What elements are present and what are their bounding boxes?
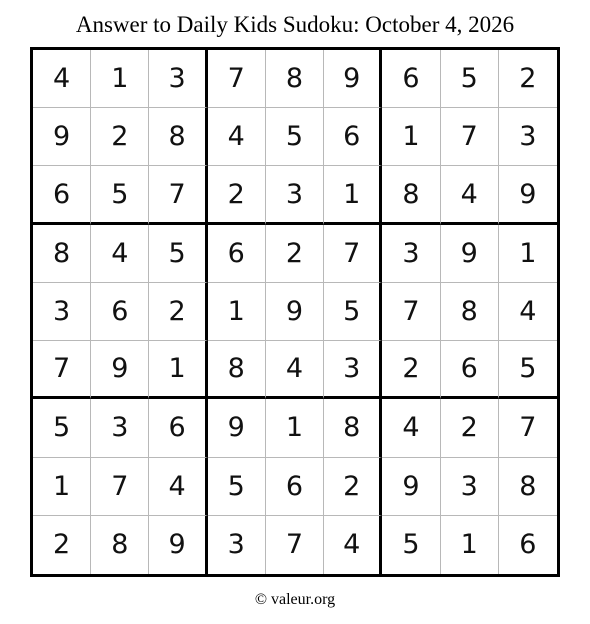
sudoku-cell-r7-c7: 4 <box>382 399 440 457</box>
sudoku-cell-r7-c5: 1 <box>266 399 324 457</box>
sudoku-cell-r5-c6: 5 <box>324 283 382 341</box>
sudoku-cell-r8-c3: 4 <box>149 458 207 516</box>
sudoku-cell-r2-c6: 6 <box>324 108 382 166</box>
sudoku-cell-r9-c1: 2 <box>33 516 91 574</box>
sudoku-cell-r9-c9: 6 <box>519 529 537 561</box>
sudoku-cell-r4-c6: 7 <box>324 225 382 283</box>
sudoku-cell-r2-c7: 1 <box>382 108 440 166</box>
sudoku-cell-r8-c1: 1 <box>33 458 91 516</box>
sudoku-cell-r5-c7: 7 <box>382 283 440 341</box>
sudoku-cell-r4-c1: 8 <box>33 225 91 283</box>
sudoku-cell-r6-c4: 8 <box>208 341 266 399</box>
sudoku-cell-r7-c4: 9 <box>208 399 266 457</box>
sudoku-cell-r4-c2: 4 <box>91 225 149 283</box>
sudoku-cell-r5-c1: 3 <box>33 283 91 341</box>
sudoku-cell-r8-c5: 6 <box>266 458 324 516</box>
sudoku-cell-r5-c4: 1 <box>208 283 266 341</box>
sudoku-cell-r3-c8: 4 <box>441 166 499 224</box>
sudoku-cell-r7-c2: 3 <box>91 399 149 457</box>
sudoku-cell-r1-c4: 7 <box>208 50 266 108</box>
sudoku-cell-r3-c9: 9 <box>499 166 557 224</box>
sudoku-cell-r8-c7: 9 <box>382 458 440 516</box>
sudoku-cell-r2-c2: 2 <box>91 108 149 166</box>
sudoku-cell-r5-c8: 8 <box>441 283 499 341</box>
sudoku-cell-r1-c1: 4 <box>33 50 91 108</box>
sudoku-cell-r4-c8: 9 <box>441 225 499 283</box>
sudoku-cell-r4-c3: 5 <box>149 225 207 283</box>
sudoku-cell-r3-c5: 3 <box>266 166 324 224</box>
sudoku-cell-r6-c2: 9 <box>91 341 149 399</box>
sudoku-cell-r3-c4: 2 <box>208 166 266 224</box>
sudoku-cell-r6-c9: 5 <box>499 341 557 399</box>
sudoku-cell-r8-c6: 2 <box>324 458 382 516</box>
sudoku-cell-r6-c7: 2 <box>382 341 440 399</box>
sudoku-cell-r9-c6: 4 <box>324 516 382 574</box>
sudoku-cell-r1-c5: 8 <box>266 50 324 108</box>
sudoku-cell-r3-c6: 1 <box>324 166 382 224</box>
sudoku-cell-r4-c9: 1 <box>499 225 557 283</box>
sudoku-cell-r7-c9: 7 <box>499 399 557 457</box>
sudoku-cell-r8-c9: 8 <box>499 458 557 516</box>
sudoku-cell-r5-c3: 2 <box>149 283 207 341</box>
sudoku-cell-r2-c1: 9 <box>33 108 91 166</box>
copyright-footer: © valeur.org <box>254 591 336 608</box>
sudoku-cell-r5-c5: 9 <box>266 283 324 341</box>
sudoku-cell-r9-c8: 1 <box>441 516 499 574</box>
sudoku-cell-r9-c7: 5 <box>382 516 440 574</box>
sudoku-cell-r7-c3: 6 <box>149 399 207 457</box>
sudoku-cell-r1-c9: 2 <box>499 50 557 108</box>
sudoku-cell-r3-c7: 8 <box>382 166 440 224</box>
sudoku-cell-r3-c2: 5 <box>91 166 149 224</box>
sudoku-cell-r6-c5: 4 <box>266 341 324 399</box>
sudoku-cell-r8-c2: 7 <box>91 458 149 516</box>
sudoku-cell-r1-c6: 9 <box>324 50 382 108</box>
sudoku-cell-r1-c3: 3 <box>149 50 207 108</box>
sudoku-cell-r1-c2: 1 <box>91 50 149 108</box>
sudoku-cell-r6-c8: 6 <box>441 341 499 399</box>
sudoku-cell-r2-c4: 4 <box>208 108 266 166</box>
sudoku-cell-r7-c8: 2 <box>441 399 499 457</box>
sudoku-cell-r3-c3: 7 <box>149 166 207 224</box>
sudoku-cell-r4-c5: 2 <box>266 225 324 283</box>
sudoku-board <box>30 47 560 577</box>
sudoku-cell-r9-c4: 3 <box>208 516 266 574</box>
sudoku-cell-r2-c3: 8 <box>149 108 207 166</box>
sudoku-cell-r5-c9: 4 <box>499 283 557 341</box>
sudoku-cell-r7-c6: 8 <box>324 399 382 457</box>
sudoku-cell-r6-c6: 3 <box>324 341 382 399</box>
sudoku-cell-r2-c5: 5 <box>266 108 324 166</box>
sudoku-cell-r7-c1: 5 <box>33 399 91 457</box>
sudoku-cell-r2-c8: 7 <box>441 108 499 166</box>
sudoku-cell-r3-c1: 6 <box>33 166 91 224</box>
sudoku-cell-r4-c7: 3 <box>382 225 440 283</box>
sudoku-cell-r5-c2: 6 <box>91 283 149 341</box>
sudoku-cell-r9-c2: 8 <box>91 516 149 574</box>
sudoku-cell-r8-c4: 5 <box>208 458 266 516</box>
sudoku-cell-r8-c8: 3 <box>441 458 499 516</box>
sudoku-cell-r1-c8: 5 <box>441 50 499 108</box>
sudoku-cell-r1-c7: 6 <box>382 50 440 108</box>
sudoku-cell-r4-c4: 6 <box>208 225 266 283</box>
sudoku-cell-r2-c9: 3 <box>499 108 557 166</box>
sudoku-cell-r6-c3: 1 <box>149 341 207 399</box>
sudoku-cell-r9-c3: 9 <box>149 516 207 574</box>
puzzle-title: Answer to Daily Kids Sudoku: October 4, 2026 <box>75 12 515 37</box>
sudoku-cell-r6-c1: 7 <box>33 341 91 399</box>
sudoku-cell-r9-c5: 7 <box>266 516 324 574</box>
